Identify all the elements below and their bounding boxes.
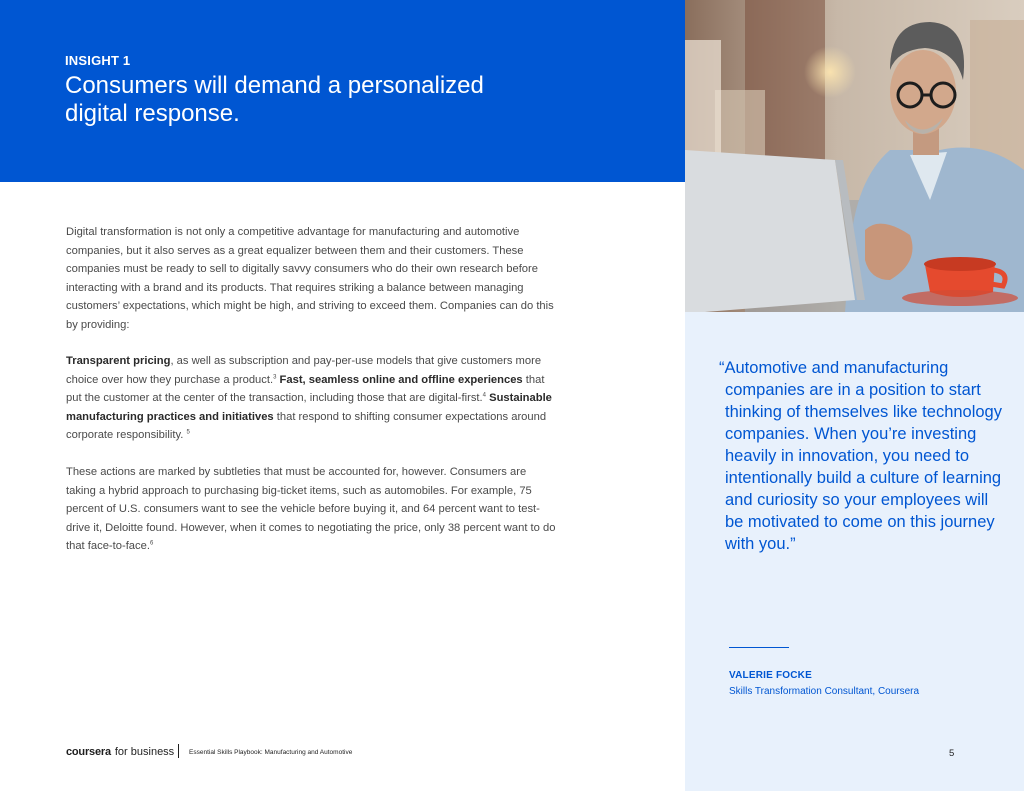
seamless-experiences-heading: Fast, seamless online and offline experiences xyxy=(279,373,523,386)
header-band xyxy=(0,0,685,182)
hybrid-approach-paragraph xyxy=(66,463,556,556)
footnote-ref-6: 6 xyxy=(149,540,154,547)
sustainable-practices-text: that respond to shifting consumer expectations around corporate responsibility. xyxy=(66,410,547,442)
footnote-ref-3: 3 xyxy=(273,373,277,380)
consultant-photo xyxy=(685,0,1024,312)
open-quote-mark: “ xyxy=(719,359,725,377)
footer-divider xyxy=(178,744,179,758)
hybrid-approach-text: These actions are marked by subtleties that must be accounted for, however. Consumers are taking a hybrid approach to purchasing big-ticket items, such as automobiles. For example, 75 percent of U.S. consumers want to see the vehicle before buying it, and 64 percent want to test-drive it, Deloitte found. However, when it comes to negotiating the price, only 38 percent want to do that face-to-face. xyxy=(66,466,556,553)
brand-suffix: for business xyxy=(114,746,175,758)
pull-quote xyxy=(719,357,1010,555)
quote-panel xyxy=(685,312,1024,791)
quote-author-role: Skills Transformation Consultant, Coursera xyxy=(729,686,920,697)
intro-paragraph: Digital transformation is not only a competitive advantage for manufacturing and automotive companies, but it also serves as a great equalizer between them and their customers. These companies must be ready to sell to digitally savvy consumers who do their own research before interacting with a brand and its products. That requires striking a balance between managing customers’ expectations, which might be high, and striving to exceed them. Companies can do this by providing: xyxy=(66,226,554,331)
footnote-ref-5: 5 xyxy=(186,429,190,436)
quote-author-name: VALERIE FOCKE xyxy=(729,670,812,681)
document-title: Essential Skills Playbook: Manufacturing and Automotive xyxy=(189,749,353,756)
providing-list-paragraph xyxy=(66,352,556,445)
brand-name: coursera xyxy=(66,746,111,758)
insight-label: INSIGHT 1 xyxy=(65,53,131,68)
page-number: 5 xyxy=(949,748,955,759)
quote-body: Automotive and manufacturing companies are in a position to start thinking of themselves like technology companies. When you’re investing heavily in innovation, you need to intentionally build a culture of learning and curiosity so your employees will be motivated to come on this journey with you.” xyxy=(724,359,1002,553)
man-at-laptop-illustration xyxy=(685,0,1024,312)
quote-divider xyxy=(729,647,789,648)
footnote-ref-4: 4 xyxy=(482,392,486,399)
transparent-pricing-text: , as well as subscription and pay-per-use models that give customers more choice over how they purchase a product. xyxy=(66,355,542,386)
seamless-experiences-text: that put the customer at the center of the transaction, including those that are digital-first. xyxy=(66,373,545,405)
coursera-for-business-logo xyxy=(66,746,174,758)
transparent-pricing-heading: Transparent pricing xyxy=(66,355,171,367)
page-title: Consumers will demand a personalized digital response. xyxy=(65,72,484,127)
sustainable-practices-heading: Sustainable manufacturing practices and initiatives xyxy=(66,392,552,423)
